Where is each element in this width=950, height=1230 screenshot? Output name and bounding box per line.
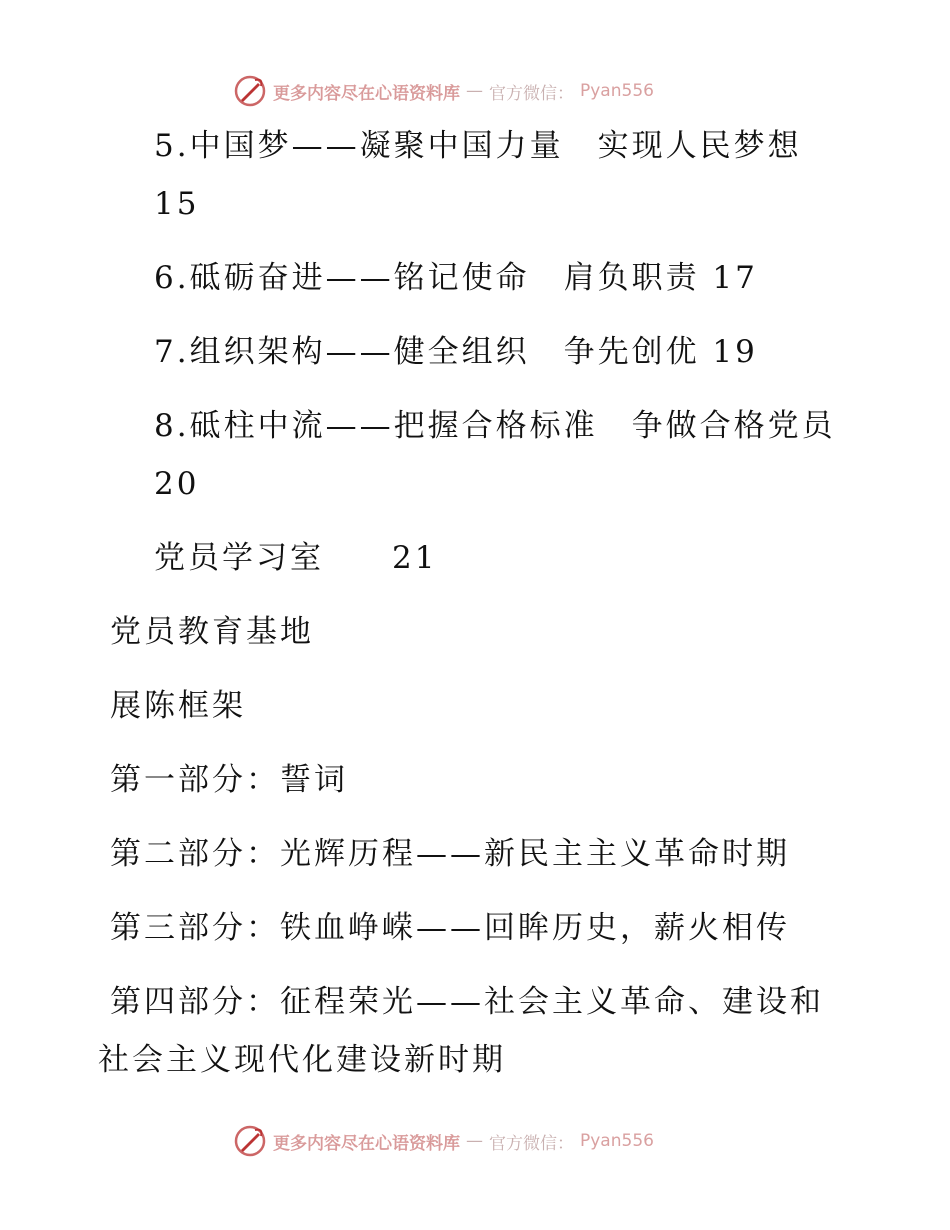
banner-main-text: 更多内容尽在心语资料库: [273, 1133, 460, 1154]
toc-item-8-page: 20: [154, 466, 200, 502]
banner-wechat-id: Pyan556: [580, 81, 654, 101]
quill-seal-icon: [233, 1124, 267, 1158]
footer-banner: [233, 1121, 654, 1161]
banner-dash: —: [466, 1131, 483, 1151]
toc-item-study-room: 党员学习室 21: [154, 540, 438, 576]
quill-seal-icon: [233, 74, 267, 108]
toc-item-5: 5.中国梦——凝聚中国力量 实现人民梦想: [154, 128, 802, 164]
banner-wechat-id: Pyan556: [580, 1131, 654, 1151]
banner-sub-text: 官方微信：: [489, 83, 574, 104]
section-subheading: 展陈框架: [110, 688, 246, 724]
part-3: 第三部分：铁血峥嵘——回眸历史，薪火相传: [110, 910, 790, 946]
header-banner: [233, 71, 654, 111]
part-1: 第一部分：誓词: [110, 762, 348, 798]
toc-item-5-page: 15: [154, 186, 200, 222]
part-4-continued: 社会主义现代化建设新时期: [98, 1042, 506, 1078]
toc-item-7: 7.组织架构——健全组织 争先创优 19: [154, 334, 758, 370]
part-4: 第四部分：征程荣光——社会主义革命、建设和: [110, 984, 824, 1020]
banner-dash: —: [466, 81, 483, 101]
banner-sub-text: 官方微信：: [489, 1133, 574, 1154]
part-2: 第二部分：光辉历程——新民主主义革命时期: [110, 836, 790, 872]
toc-item-8: 8.砥柱中流——把握合格标准 争做合格党员: [154, 408, 836, 444]
section-heading: 党员教育基地: [110, 614, 314, 650]
banner-main-text: 更多内容尽在心语资料库: [273, 83, 460, 104]
toc-item-6: 6.砥砺奋进——铭记使命 肩负职责 17: [154, 260, 758, 296]
